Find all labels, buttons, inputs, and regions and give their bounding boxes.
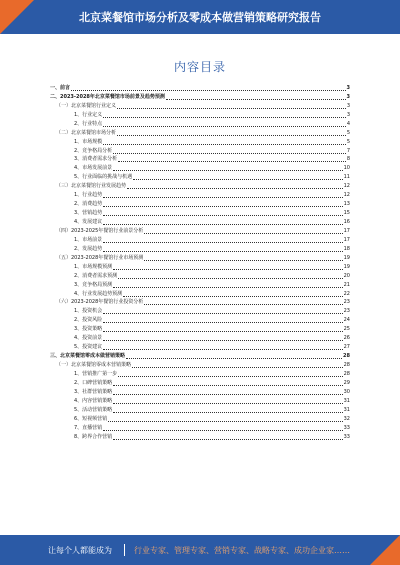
toc-leader-dots: [103, 215, 342, 216]
toc-entry[interactable]: [50, 147, 350, 156]
toc-entry-page: 28: [343, 370, 350, 377]
toc-entry-label: 2、口碑营销策略: [74, 379, 113, 386]
toc-entry[interactable]: [50, 245, 350, 254]
toc-entry[interactable]: [50, 138, 350, 147]
toc-entry[interactable]: [50, 218, 350, 227]
toc-entry-label: 3、竞争格局预测: [74, 281, 113, 288]
toc-leader-dots: [103, 322, 342, 323]
toc-entry[interactable]: [50, 200, 350, 209]
toc-leader-dots: [103, 349, 342, 350]
toc-entry-page: 17: [343, 227, 350, 234]
toc-entry-label: 6、短视频营销: [74, 415, 108, 422]
toc-entry-label: 5、投资建议: [74, 344, 103, 351]
toc-entry-label: 2、发展趋势: [74, 245, 103, 252]
toc-entry[interactable]: [50, 173, 350, 182]
toc-entry-page: 19: [343, 263, 350, 270]
toc-entry-page: 21: [343, 281, 350, 288]
toc-leader-dots: [166, 99, 346, 100]
toc-leader-dots: [144, 304, 342, 305]
toc-entry-page: 15: [343, 210, 350, 217]
toc-leader-dots: [113, 153, 346, 154]
toc-entry-label: （三）北京菜餐馆行业发展趋势: [56, 183, 127, 190]
toc-entry[interactable]: [50, 334, 350, 343]
toc-entry-page: 32: [343, 415, 350, 422]
toc-entry[interactable]: [50, 156, 350, 165]
toc-leader-dots: [113, 439, 342, 440]
toc-entry-label: 3、投资策略: [74, 326, 103, 333]
toc-leader-dots: [103, 331, 342, 332]
footer-slogan: 让每个人都能成为: [48, 546, 112, 555]
toc-leader-dots: [126, 358, 342, 359]
toc-entry-label: （二）北京菜餐馆市场分析: [56, 129, 117, 136]
toc-leader-dots: [132, 367, 343, 368]
toc-leader-dots: [103, 340, 342, 341]
toc-entry[interactable]: [50, 307, 350, 316]
toc-entry-label: 3、社群营销策略: [74, 388, 113, 395]
toc-leader-dots: [103, 430, 342, 431]
toc-entry[interactable]: [50, 93, 350, 102]
toc-entry[interactable]: [50, 388, 350, 397]
toc-entry-label: （五）2023-2028年餐馆行业市场预测: [56, 254, 144, 261]
toc-entry-label: 二、2023-2028年北京菜餐馆市场前景及趋势预测: [50, 93, 165, 100]
toc-entry-page: 17: [343, 236, 350, 243]
footer-roles: 行业专家、管理专家、营销专家、战略专家、成功企业家……: [134, 546, 350, 555]
toc-entry-page: 23: [343, 308, 350, 315]
toc-entry[interactable]: [50, 84, 350, 93]
toc-leader-dots: [108, 421, 342, 422]
toc-entry-page: 20: [343, 272, 350, 279]
toc-entry[interactable]: [50, 343, 350, 352]
toc-entry-label: 1、市场规模预测: [74, 263, 113, 270]
footer-divider: [124, 544, 125, 556]
toc-leader-dots: [117, 135, 346, 136]
toc-entry-label: 4、市场发展前景: [74, 165, 113, 172]
toc-entry-page: 12: [343, 183, 350, 190]
toc-entry-page: 27: [343, 344, 350, 351]
toc-entry[interactable]: [50, 191, 350, 200]
toc-leader-dots: [113, 269, 342, 270]
toc-entry[interactable]: [50, 111, 350, 120]
toc-heading: 内容目录: [173, 60, 226, 74]
toc-entry-label: 5、活动营销策略: [74, 406, 113, 413]
toc-entry[interactable]: [50, 397, 350, 406]
toc-leader-dots: [118, 278, 342, 279]
toc-entry-page: 18: [343, 245, 350, 252]
toc-entry-label: 4、发展建议: [74, 219, 103, 226]
toc-entry-label: 2、消费者需求预测: [74, 272, 118, 279]
toc-entry-label: 4、行业发展趋势预测: [74, 290, 123, 297]
toc-entry[interactable]: [50, 120, 350, 129]
toc-entry-page: 7: [346, 147, 350, 154]
toc-entry-label: 7、直播营销: [74, 424, 103, 431]
toc-entry-label: 1、行业定义: [74, 111, 103, 118]
toc-entry-page: 26: [343, 335, 350, 342]
toc-entry[interactable]: [50, 236, 350, 245]
toc-entry-label: 2、行业特点: [74, 120, 103, 127]
toc-entry-label: 4、投资前景: [74, 335, 103, 342]
toc-entry-label: （一）北京菜餐馆行业定义: [56, 102, 117, 109]
toc-entry-label: （四）2023-2025年餐馆行业前景分析: [56, 227, 144, 234]
toc-leader-dots: [113, 403, 342, 404]
toc-entry-label: 1、行业趋势: [74, 192, 103, 199]
toc-entry-page: 12: [343, 192, 350, 199]
toc-entry-page: 31: [343, 397, 350, 404]
toc-entry-page: 23: [343, 299, 350, 306]
toc-leader-dots: [103, 251, 342, 252]
toc-entry-page: 30: [343, 388, 350, 395]
toc-entry-label: （一）北京菜餐馆零成本营销策略: [56, 362, 132, 369]
toc-entry-label: 4、内容营销策略: [74, 397, 113, 404]
toc-entry-page: 3: [346, 84, 350, 91]
toc-leader-dots: [103, 242, 342, 243]
toc-leader-dots: [118, 376, 342, 377]
toc-entry-page: 3: [346, 93, 350, 100]
toc-entry-page: 24: [343, 317, 350, 324]
toc-entry-page: 4: [346, 120, 350, 127]
toc-leader-dots: [144, 260, 342, 261]
toc-entry-page: 19: [343, 254, 350, 261]
toc-leader-dots: [113, 394, 342, 395]
toc-leader-dots: [144, 233, 342, 234]
toc-entry-label: 一、前言: [50, 84, 71, 91]
toc-entry-label: 1、市场前景: [74, 236, 103, 243]
toc-entry-page: 28: [343, 353, 350, 360]
footer-corner-decoration: [370, 535, 400, 565]
toc-entry-page: 3: [346, 102, 350, 109]
toc-leader-dots: [103, 197, 342, 198]
toc-entry-label: （六）2023-2028年餐馆行业投资分析: [56, 299, 144, 306]
toc-entry[interactable]: [50, 361, 350, 370]
toc-entry[interactable]: [50, 406, 350, 415]
toc-entry-page: 11: [343, 174, 350, 181]
toc-leader-dots: [117, 108, 346, 109]
report-title: 北京菜餐馆市场分析及零成本做营销策略研究报告: [79, 11, 321, 24]
toc-leader-dots: [103, 313, 342, 314]
toc-entry[interactable]: [50, 263, 350, 272]
toc-entry[interactable]: [50, 272, 350, 281]
toc-entry-page: 28: [343, 362, 350, 369]
toc-entry-page: 22: [343, 290, 350, 297]
toc-entry-page: 33: [343, 433, 350, 440]
toc-entry-label: 3、消费者需求分析: [74, 156, 118, 163]
toc-entry-label: 1、营销推广第一步: [74, 370, 118, 377]
toc-entry-label: 三、北京菜餐馆零成本做营销策略: [50, 353, 126, 360]
toc-entry-page: 5: [346, 138, 350, 145]
toc-leader-dots: [103, 144, 346, 145]
toc-entry[interactable]: [50, 209, 350, 218]
toc-leader-dots: [133, 179, 342, 180]
toc-leader-dots: [113, 385, 342, 386]
footer-band: [0, 535, 400, 565]
toc-entry-page: 13: [343, 201, 350, 208]
toc-entry-page: 8: [346, 156, 350, 163]
toc-entry[interactable]: [50, 254, 350, 263]
toc-leader-dots: [71, 90, 346, 91]
toc-entry-label: 8、跨界合作营销: [74, 433, 113, 440]
toc-leader-dots: [113, 412, 342, 413]
toc-entry[interactable]: [50, 290, 350, 299]
toc-entry-page: 31: [343, 406, 350, 413]
toc-entry-page: 25: [343, 326, 350, 333]
toc-leader-dots: [103, 224, 342, 225]
toc-entry[interactable]: [50, 352, 350, 361]
toc-entry-page: 3: [346, 111, 350, 118]
toc-entry[interactable]: [50, 102, 350, 111]
toc-leader-dots: [127, 188, 343, 189]
toc-entry-page: 29: [343, 379, 350, 386]
toc-entry-page: 5: [346, 129, 350, 136]
toc-entry-label: 3、营销趋势: [74, 210, 103, 217]
header-band: [0, 0, 400, 34]
toc-leader-dots: [118, 161, 346, 162]
toc-leader-dots: [103, 206, 342, 207]
table-of-contents: [50, 84, 350, 529]
toc-entry-label: 1、投资机会: [74, 308, 103, 315]
toc-entry[interactable]: [50, 424, 350, 433]
toc-entry-page: 33: [343, 424, 350, 431]
toc-entry[interactable]: [50, 299, 350, 308]
toc-entry-label: 2、消费趋势: [74, 201, 103, 208]
toc-leader-dots: [103, 126, 346, 127]
toc-entry[interactable]: [50, 433, 350, 442]
toc-leader-dots: [123, 296, 342, 297]
toc-entry-label: 2、竞争格局分析: [74, 147, 113, 154]
toc-entry[interactable]: [50, 164, 350, 173]
toc-leader-dots: [103, 117, 346, 118]
toc-entry[interactable]: [50, 415, 350, 424]
toc-entry-page: 16: [343, 219, 350, 226]
toc-leader-dots: [113, 287, 342, 288]
toc-entry[interactable]: [50, 370, 350, 379]
toc-entry[interactable]: [50, 325, 350, 334]
toc-entry-page: 10: [343, 165, 350, 172]
toc-entry[interactable]: [50, 129, 350, 138]
toc-entry-label: 5、行业面临的挑战与机遇: [74, 174, 133, 181]
toc-entry[interactable]: [50, 316, 350, 325]
toc-entry-label: 1、市场规模: [74, 138, 103, 145]
toc-entry[interactable]: [50, 281, 350, 290]
toc-entry-label: 2、投资风险: [74, 317, 103, 324]
toc-leader-dots: [113, 170, 342, 171]
toc-entry[interactable]: [50, 182, 350, 191]
toc-entry[interactable]: [50, 227, 350, 236]
toc-entry[interactable]: [50, 379, 350, 388]
